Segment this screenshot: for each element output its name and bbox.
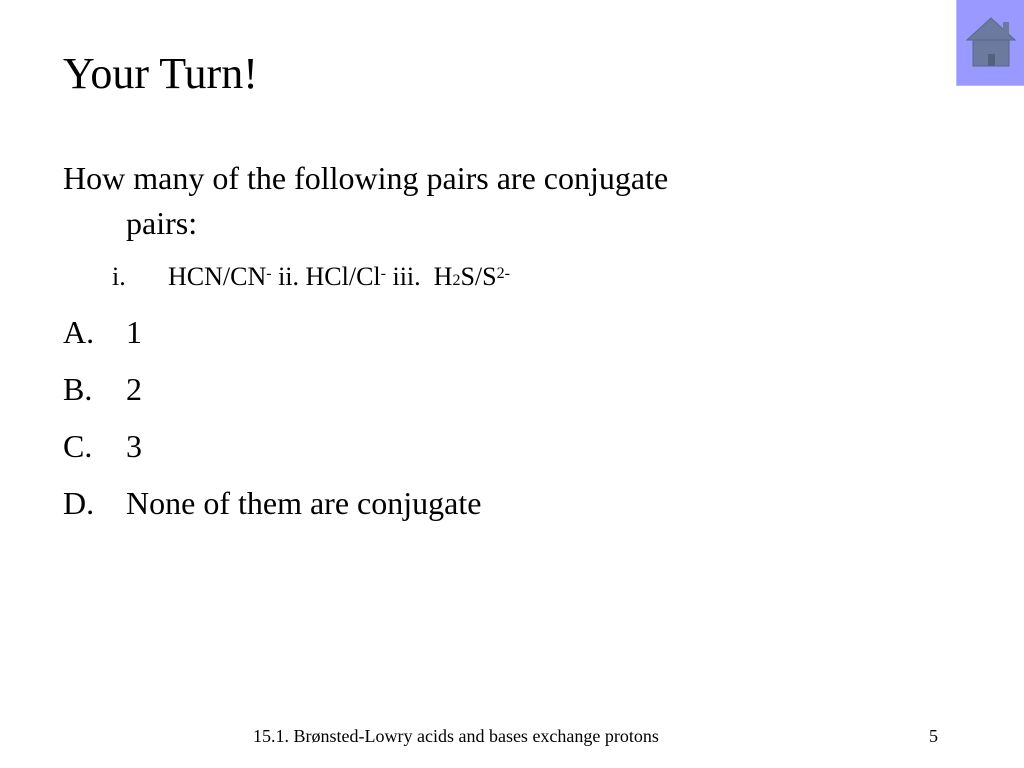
pairs-number: i. xyxy=(112,262,126,291)
option-a xyxy=(63,312,142,352)
pair-1-charge: - xyxy=(266,265,272,282)
question-text xyxy=(63,156,883,246)
option-b xyxy=(63,369,142,409)
option-d xyxy=(63,483,481,523)
option-text: 2 xyxy=(126,371,142,407)
pair-3-subscript: 2 xyxy=(452,272,461,289)
option-letter: C. xyxy=(63,428,93,464)
question-line-2: pairs: xyxy=(126,205,198,241)
pairs-list xyxy=(112,261,510,293)
slide-title: Your Turn! xyxy=(63,49,258,98)
pair-3-formula: S/S xyxy=(460,262,497,291)
pair-1-formula: HCN/CN xyxy=(168,262,267,291)
home-button[interactable] xyxy=(956,0,1024,86)
pair-2-charge: - xyxy=(380,265,386,282)
option-letter: B. xyxy=(63,371,93,407)
option-letter: D. xyxy=(63,485,95,521)
pair-3-charge: 2- xyxy=(496,265,510,282)
house-icon xyxy=(965,14,1017,68)
option-text: 3 xyxy=(126,428,142,464)
option-c xyxy=(63,426,142,466)
pair-1 xyxy=(168,262,272,291)
option-text: 1 xyxy=(126,314,142,350)
page-number: 5 xyxy=(929,726,938,746)
pair-2 xyxy=(272,262,386,291)
footer-text: 15.1. Brønsted-Lowry acids and bases exchange protons xyxy=(253,726,659,746)
option-text: None of them are conjugate xyxy=(126,485,482,521)
pair-3-prefix: iii. H xyxy=(385,262,453,291)
question-line-1: How many of the following pairs are conjugate xyxy=(63,160,669,196)
pair-3 xyxy=(386,262,510,291)
pair-2-formula: ii. HCl/Cl xyxy=(271,262,381,291)
option-letter: A. xyxy=(63,314,95,350)
